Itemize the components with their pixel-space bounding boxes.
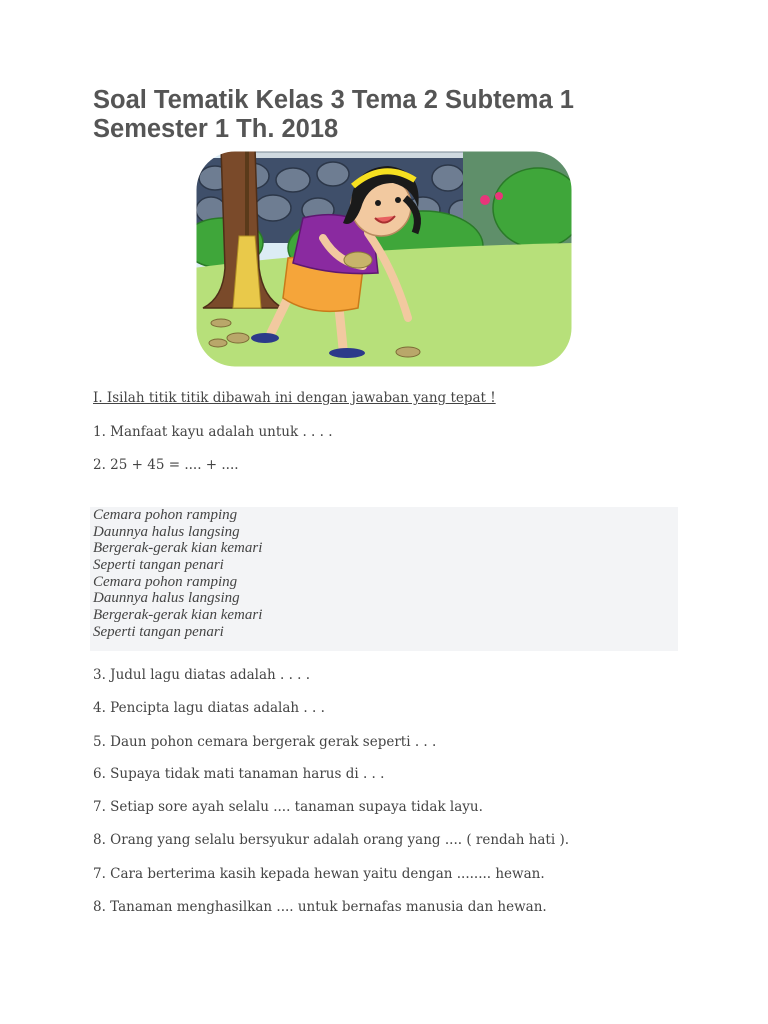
page-title: Soal Tematik Kelas 3 Tema 2 Subtema 1 Semester 1 Th. 2018 <box>93 86 574 143</box>
lyric-line: Seperti tangan penari <box>93 624 224 640</box>
question-8: 8. Orang yang selalu bersyukur adalah orang yang .... ( rendah hati ). <box>93 832 570 848</box>
question-3: 3. Judul lagu diatas adalah . . . . <box>93 667 311 683</box>
question-7: 7. Setiap sore ayah selalu .... tanaman supaya tidak layu. <box>93 799 483 815</box>
lyric-line: Bergerak-gerak kian kemari <box>93 540 263 556</box>
girl-picking-leaves-illustration <box>193 148 575 372</box>
song-lyrics-box <box>90 507 678 651</box>
question-1: 1. Manfaat kayu adalah untuk . . . . <box>93 424 333 440</box>
question-4: 4. Pencipta lagu diatas adalah . . . <box>93 700 325 716</box>
instruction-heading: I. Isilah titik titik dibawah ini dengan jawaban yang tepat ! <box>93 390 496 406</box>
question-7b: 7. Cara berterima kasih kepada hewan yaitu dengan ........ hewan. <box>93 866 545 882</box>
question-8b: 8. Tanaman menghasilkan .... untuk bernafas manusia dan hewan. <box>93 899 547 915</box>
lyric-line: Cemara pohon ramping <box>93 507 238 523</box>
lyric-line: Daunnya halus langsing <box>93 524 240 540</box>
lyric-line: Cemara pohon ramping <box>93 574 238 590</box>
lyric-line: Seperti tangan penari <box>93 557 224 573</box>
lyric-line: Daunnya halus langsing <box>93 590 240 606</box>
question-2: 2. 25 + 45 = .... + .... <box>93 457 239 473</box>
lyric-line: Bergerak-gerak kian kemari <box>93 607 263 623</box>
question-6: 6. Supaya tidak mati tanaman harus di . . . <box>93 766 385 782</box>
question-5: 5. Daun pohon cemara bergerak gerak seperti . . . <box>93 734 437 750</box>
